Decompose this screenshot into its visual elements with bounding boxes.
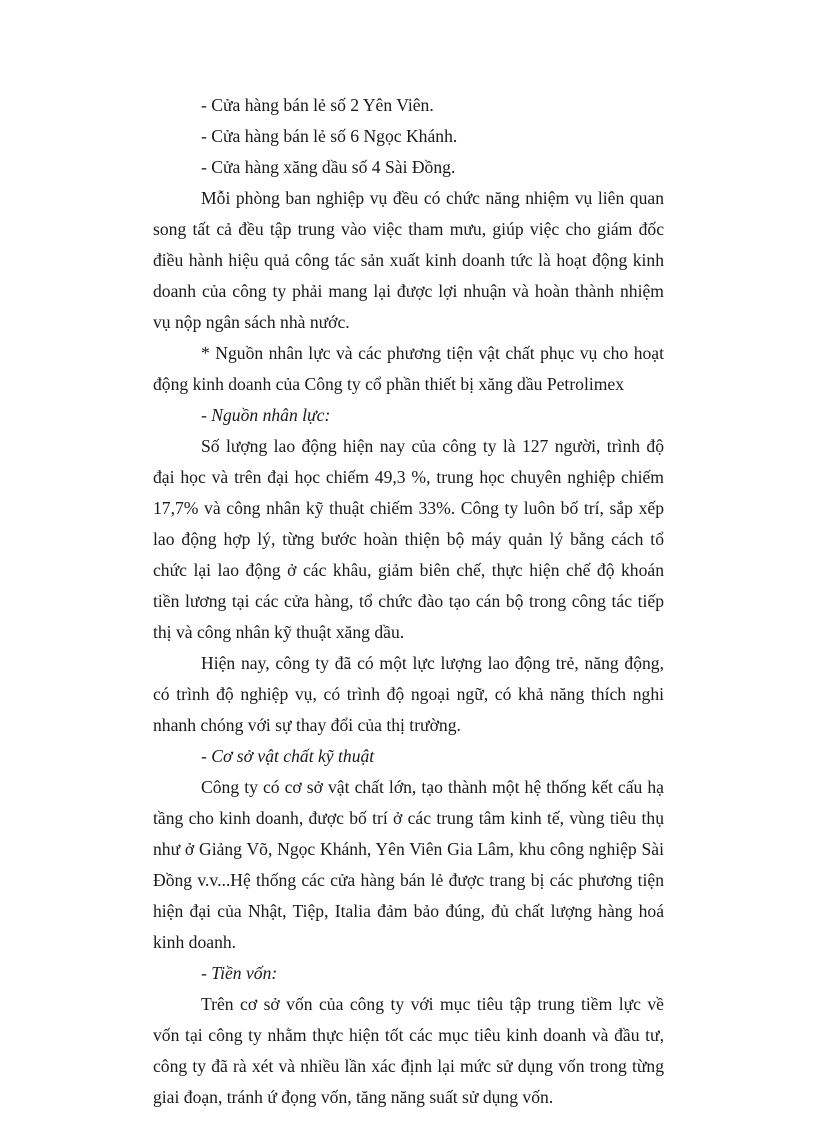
list-item-store-yen-vien: - Cửa hàng bán lẻ số 2 Yên Viên. xyxy=(201,95,434,115)
paragraph-workforce-current: Hiện nay, công ty đã có một lực lượng lao động trẻ, năng động, có trình độ nghiệp vụ, có trình độ ngoại ngữ, có khả năng thích nghi nhanh chóng với sự thay đổi của thị trường. xyxy=(153,653,664,735)
paragraph-facilities: Công ty có cơ sở vật chất lớn, tạo thành một hệ thống kết cấu hạ tầng cho kinh doanh, được bố trí ở các trung tâm kinh tế, vùng tiêu thụ như ở Giảng Võ, Ngọc Khánh, Yên Viên Gia Lâm, khu công nghiệp Sài Đồng v.v...Hệ thống các cửa hàng bán lẻ được trang bị các phương tiện hiện đại của Nhật, Tiệp, Italia đảm bảo đúng, đủ chất lượng hàng hoá kinh doanh. xyxy=(153,777,664,952)
list-item-store-sai-dong: - Cửa hàng xăng dầu số 4 Sài Đồng. xyxy=(201,157,456,177)
subheading-human-resources: - Nguồn nhân lực: xyxy=(201,405,331,425)
subheading-capital: - Tiền vốn: xyxy=(201,963,278,983)
paragraph-capital: Trên cơ sở vốn của công ty với mục tiêu tập trung tiềm lực về vốn tại công ty nhằm thực hiện tốt các mục tiêu kinh doanh và đầu tư, công ty đã rà xét và nhiều lần xác định lại mức sử dụng vốn trong từng giai đoạn, tránh ứ đọng vốn, tăng năng suất sử dụng vốn. xyxy=(153,994,664,1107)
paragraph-departments: Mỗi phòng ban nghiệp vụ đều có chức năng nhiệm vụ liên quan song tất cả đều tập trung vào việc tham mưu, giúp việc cho giám đốc điều hành hiệu quả công tác sản xuất kinh doanh tức là hoạt động kinh doanh của công ty phải mang lại được lợi nhuận và hoàn thành nhiệm vụ nộp ngân sách nhà nước. xyxy=(153,188,664,332)
subheading-facilities: - Cơ sở vật chất kỹ thuật xyxy=(201,746,375,766)
section-heading-resources: * Nguồn nhân lực và các phương tiện vật chất phục vụ cho hoạt động kinh doanh của Công ty cổ phần thiết bị xăng dầu Petrolimex xyxy=(153,343,664,394)
list-item-store-ngoc-khanh: - Cửa hàng bán lẻ số 6 Ngọc Khánh. xyxy=(201,126,458,146)
document-page xyxy=(153,90,664,1113)
paragraph-human-resources: Số lượng lao động hiện nay của công ty là 127 người, trình độ đại học và trên đại học chiếm 49,3 %, trung học chuyên nghiệp chiếm 17,7% và công nhân kỹ thuật chiếm 33%. Công ty luôn bố trí, sắp xếp lao động hợp lý, từng bước hoàn thiện bộ máy quản lý bằng cách tổ chức lại lao động ở các khâu, giảm biên chế, thực hiện chế độ khoán tiền lương tại các cửa hàng, tổ chức đào tạo cán bộ trong công tác tiếp thị và công nhân kỹ thuật xăng dầu. xyxy=(153,436,664,642)
